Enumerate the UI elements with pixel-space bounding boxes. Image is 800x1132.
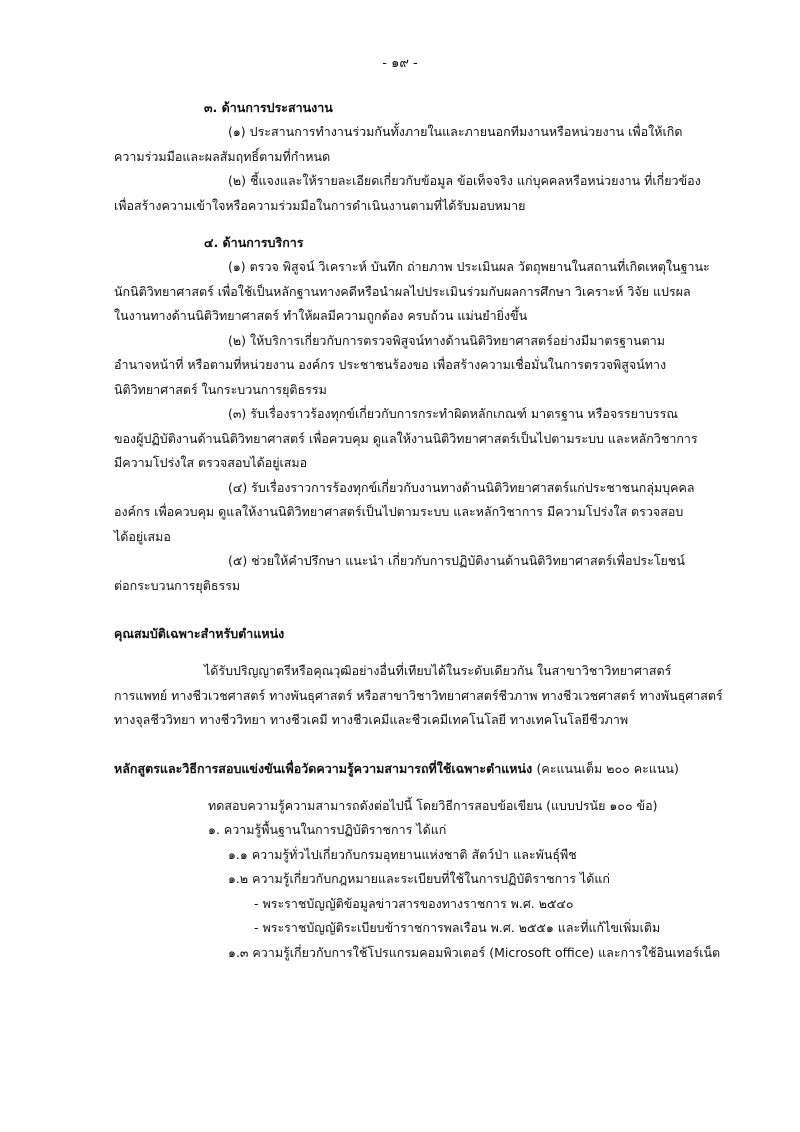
exam-item-1-3: ๑.๓ ความรู้เกี่ยวกับการใช้โปรแกรมคอมพิวเตอร์ (Microsoft office) และการใช้อินเทอร์เน็ต <box>228 944 721 960</box>
section-4-item-1: (๑) ตรวจ พิสูจน์ วิเคราะห์ บันทึก ถ่ายภาพ ประเมินผล วัตถุพยานในสถานที่เกิดเหตุในฐานะ นักนิติวิทยาศาสตร์ เพื่อใช้เป็นหลักฐานทางคดีหรือนำผลไปประเมินร่วมกับผลการศึกษา วิเคราะห์ วิจัย แปรผล ในงานทางด้านนิติวิทยาศาสตร์ ทำให้ผลมีความถูกต้อง ครบถ้วน แม่นยำยิ่งขึ้น <box>114 259 710 323</box>
qualifications-text: ได้รับปริญญาตรีหรือคุณวุฒิอย่างอื่นที่เทียบได้ในระดับเดียวกัน ในสาขาวิชาวิทยาศาสตร์ การแพทย์ ทางชีวเวชศาสตร์ ทางพันธุศาสตร์ หรือสาขาวิชาวิทยาศาสตร์ชีวภาพ ทางชีวเวชศาสตร์ ทางพันธุศาสตร์ ทางจุลชีววิทยา ทางชีววิทยา ทางชีวเคมี ทางชีวเคมีและชีวเคมีเทคโนโลยี ทางเทคโนโลยีชีวภาพ <box>114 663 723 727</box>
section-4-item-2: (๒) ให้บริการเกี่ยวกับการตรวจพิสูจน์ทางด้านนิติวิทยาศาสตร์อย่างมีมาตรฐานตาม อำนาจหน้าที่ หรือตามที่หน่วยงาน องค์กร ประชาชนร้องขอ เพื่อสร้างความเชื่อมั่นในการตรวจพิสูจน์ทาง นิติวิทยาศาสตร์ ในกระบวนการยุติธรรม <box>114 332 667 397</box>
document-body <box>114 96 728 965</box>
section-3-item-1: (๑) ประสานการทำงานร่วมกันทั้งภายในและภายนอกทีมงานหรือหน่วยงาน เพื่อให้เกิด ความร่วมมือและผลสัมฤทธิ์ตามที่กำหนด <box>114 124 683 164</box>
section-4-item-5: (๕) ช่วยให้คำปรึกษา แนะนำ เกี่ยวกับการปฏิบัติงานด้านนิติวิทยาศาสตร์เพื่อประโยชน์ ต่อกระบวนการยุติธรรม <box>114 553 685 593</box>
section-3-item-2: (๒) ชี้แจงและให้รายละเอียดเกี่ยวกับข้อมูล ข้อเท็จจริง แก่บุคคลหรือหน่วยงาน ที่เกี่ยวข้อง เพื่อสร้างความเข้าใจหรือความร่วมมือในการดำเนินงานตามที่ได้รับมอบหมาย <box>114 173 701 213</box>
exam-law-1: - พระราชบัญญัติข้อมูลข่าวสารของทางราชการ พ.ศ. ๒๕๔๐ <box>254 895 574 911</box>
section-4-item-4: (๔) รับเรื่องราวการร้องทุกข์เกี่ยวกับงานทางด้านนิติวิทยาศาสตร์แก่ประชาชนกลุ่มบุคคล องค์กร เพื่อควบคุม ดูแลให้งานนิติวิทยาศาสตร์เป็นไปตามระบบ และหลักวิชาการ มีความโปร่งใส ตรวจสอบ ได้อยู่เสมอ <box>114 479 695 544</box>
page-number: - ๑๙ - <box>382 56 418 71</box>
qualifications-title: คุณสมบัติเฉพาะสำหรับตำแหน่ง <box>114 626 285 641</box>
section-3-title: ๓. ด้านการประสานงาน <box>204 100 333 115</box>
section-4-title: ๔. ด้านการบริการ <box>204 235 304 250</box>
exam-item-1-2: ๑.๒ ความรู้เกี่ยวกับกฎหมายและระเบียบที่ใช้ในการปฏิบัติราชการ ได้แก่ <box>228 871 610 886</box>
exam-intro: ทดสอบความรู้ความสามารถดังต่อไปนี้ โดยวิธีการสอบข้อเขียน (แบบปรนัย ๑๐๐ ข้อ) <box>208 797 658 813</box>
exam-law-2: - พระราชบัญญัติระเบียบข้าราชการพลเรือน พ.ศ. ๒๕๕๑ และที่แก้ไขเพิ่มเติม <box>254 920 661 935</box>
section-4-item-3: (๓) รับเรื่องราวร้องทุกข์เกี่ยวกับการกระทำผิดหลักเกณฑ์ มาตรฐาน หรือจรรยาบรรณ ของผู้ปฏิบัติงานด้านนิติวิทยาศาสตร์ เพื่อควบคุม ดูแลให้งานนิติวิทยาศาสตร์เป็นไปตามระบบ และหลักวิชาการ มีความโปร่งใส ตรวจสอบได้อยู่เสมอ <box>114 406 698 470</box>
exam-title: หลักสูตรและวิธีการสอบแข่งขันเพื่อวัดความรู้ความสามารถที่ใช้เฉพาะตำแหน่ง (คะแนนเต็ม ๒๐๐ คะแนน) <box>114 760 679 776</box>
exam-item-1: ๑. ความรู้พื้นฐานในการปฏิบัติราชการ ได้แก่ <box>208 822 447 837</box>
exam-item-1-1: ๑.๑ ความรู้ทั่วไปเกี่ยวกับกรมอุทยานแห่งชาติ สัตว์ป่า และพันธุ์พืช <box>228 846 577 862</box>
exam-score-note: (คะแนนเต็ม ๒๐๐ คะแนน) <box>536 760 679 776</box>
